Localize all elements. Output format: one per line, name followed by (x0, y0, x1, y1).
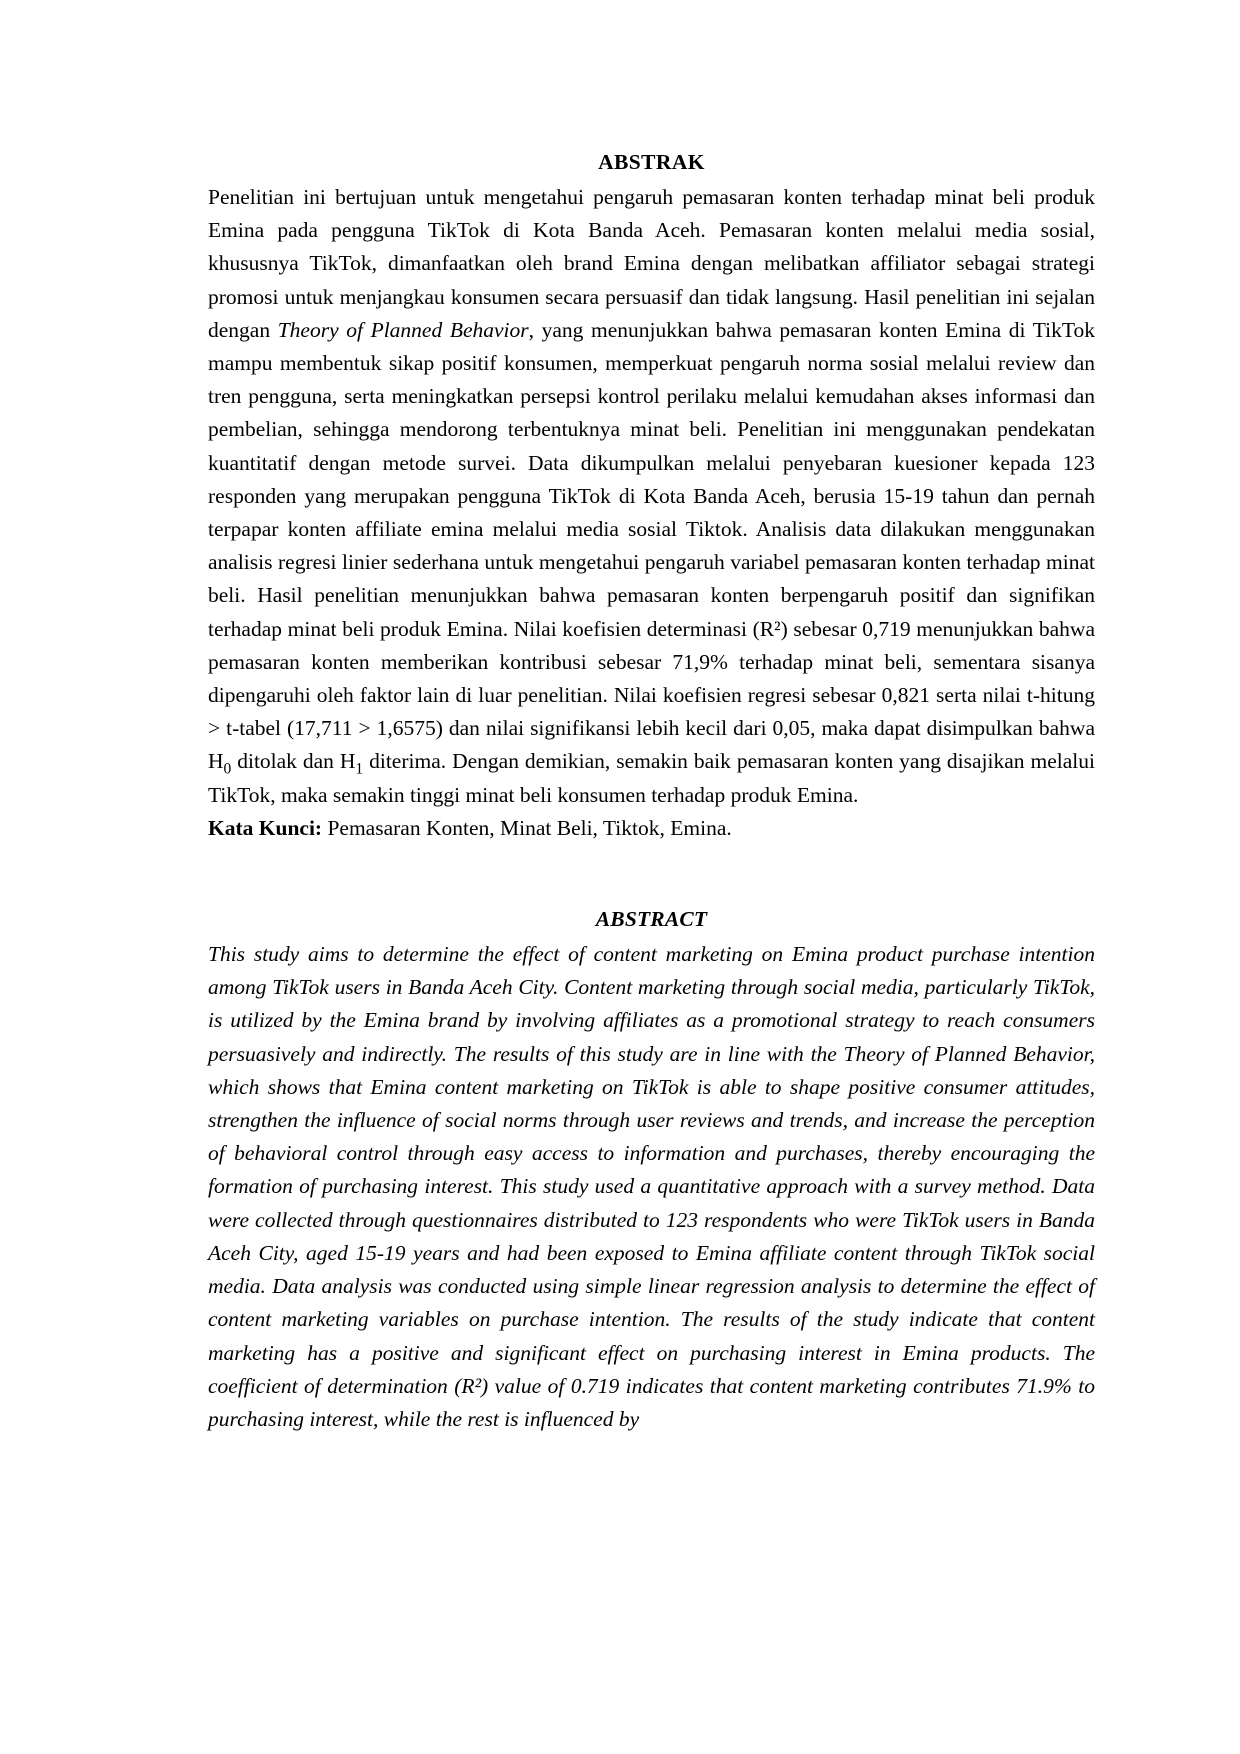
keywords-label: Kata Kunci: (208, 815, 323, 840)
keywords-line (208, 812, 1095, 845)
abstrak-text-part3: ditolak dan H (231, 749, 356, 774)
abstrak-paragraph (208, 181, 1095, 812)
abstrak-text-part4: diterima. Dengan demikian, semakin baik pemasaran konten yang disajikan melalui TikTok, maka semakin tinggi minat beli konsumen terhadap produk Emina. (208, 749, 1095, 807)
abstrak-subscript-null: 0 (223, 760, 232, 778)
abstrak-subscript-one: 1 (355, 760, 364, 778)
keywords-value: Pemasaran Konten, Minat Beli, Tiktok, Emina. (322, 815, 732, 840)
abstract-heading: ABSTRACT (595, 907, 708, 932)
abstrak-italic-theory: Theory of Planned Behavior (277, 317, 529, 342)
abstract-paragraph: This study aims to determine the effect of content marketing on Emina product purchase intention among TikTok users in Banda Aceh City. Content marketing through social media, particularly TikTok, is utilized by the Emina brand by involving affiliates as a promotional strategy to reach consumers persuasively and indirectly. The results of this study are in line with the Theory of Planned Behavior, which shows that Emina content marketing on TikTok is able to shape positive consumer attitudes, strengthen the influence of social norms through user reviews and trends, and increase the perception of behavioral control through easy access to information and purchases, thereby encouraging the formation of purchasing interest. This study used a quantitative approach with a survey method. Data were collected through questionnaires distributed to 123 respondents who were TikTok users in Banda Aceh City, aged 15-19 years and had been exposed to Emina affiliate content through TikTok social media. Data analysis was conducted using simple linear regression analysis to determine the effect of content marketing variables on purchase intention. The results of the study indicate that content marketing has a positive and significant effect on purchasing interest in Emina products. The coefficient of determination (R²) value of 0.719 indicates that content marketing contributes 71.9% to purchasing interest, while the rest is influenced by (208, 942, 1095, 1431)
abstrak-text-part1: Penelitian ini bertujuan untuk mengetahui pengaruh pemasaran konten terhadap minat beli produk Emina pada pengguna TikTok di Kota Banda Aceh. Pemasaran konten melalui media sosial, khususnya TikTok, dimanfaatkan oleh brand Emina dengan melibatkan affiliator sebagai strategi promosi untuk menjangkau konsumen secara persuasif dan tidak langsung. Hasil penelitian ini sejalan dengan (208, 185, 1095, 342)
section-spacer (208, 845, 1095, 907)
abstrak-text-part2: , yang menunjukkan bahwa pemasaran konten Emina di TikTok mampu membentuk sikap positif konsumen, memperkuat pengaruh norma sosial melalui review dan tren pengguna, serta meningkatkan persepsi kontrol perilaku melalui kemudahan akses informasi dan pembelian, sehingga mendorong terbentuknya minat beli. Penelitian ini menggunakan pendekatan kuantitatif dengan metode survei. Data dikumpulkan melalui penyebaran kuesioner kepada 123 responden yang merupakan pengguna TikTok di Kota Banda Aceh, berusia 15-19 tahun dan pernah terpapar konten affiliate emina melalui media sosial Tiktok. Analisis data dilakukan menggunakan analisis regresi linier sederhana untuk mengetahui pengaruh variabel pemasaran konten terhadap minat beli. Hasil penelitian menunjukkan bahwa pemasaran konten berpengaruh positif dan signifikan terhadap minat beli produk Emina. Nilai koefisien determinasi (R²) sebesar 0,719 menunjukkan bahwa pemasaran konten memberikan kontribusi sebesar 71,9% terhadap minat beli, sementara sisanya dipengaruhi oleh faktor lain di luar penelitian. Nilai koefisien regresi sebesar 0,821 serta nilai t-hitung > t-tabel (17,711 > 1,6575) dan nilai signifikansi lebih kecil dari 0,05, maka dapat disimpulkan bahwa H (208, 317, 1095, 774)
abstrak-heading: ABSTRAK (598, 150, 705, 174)
